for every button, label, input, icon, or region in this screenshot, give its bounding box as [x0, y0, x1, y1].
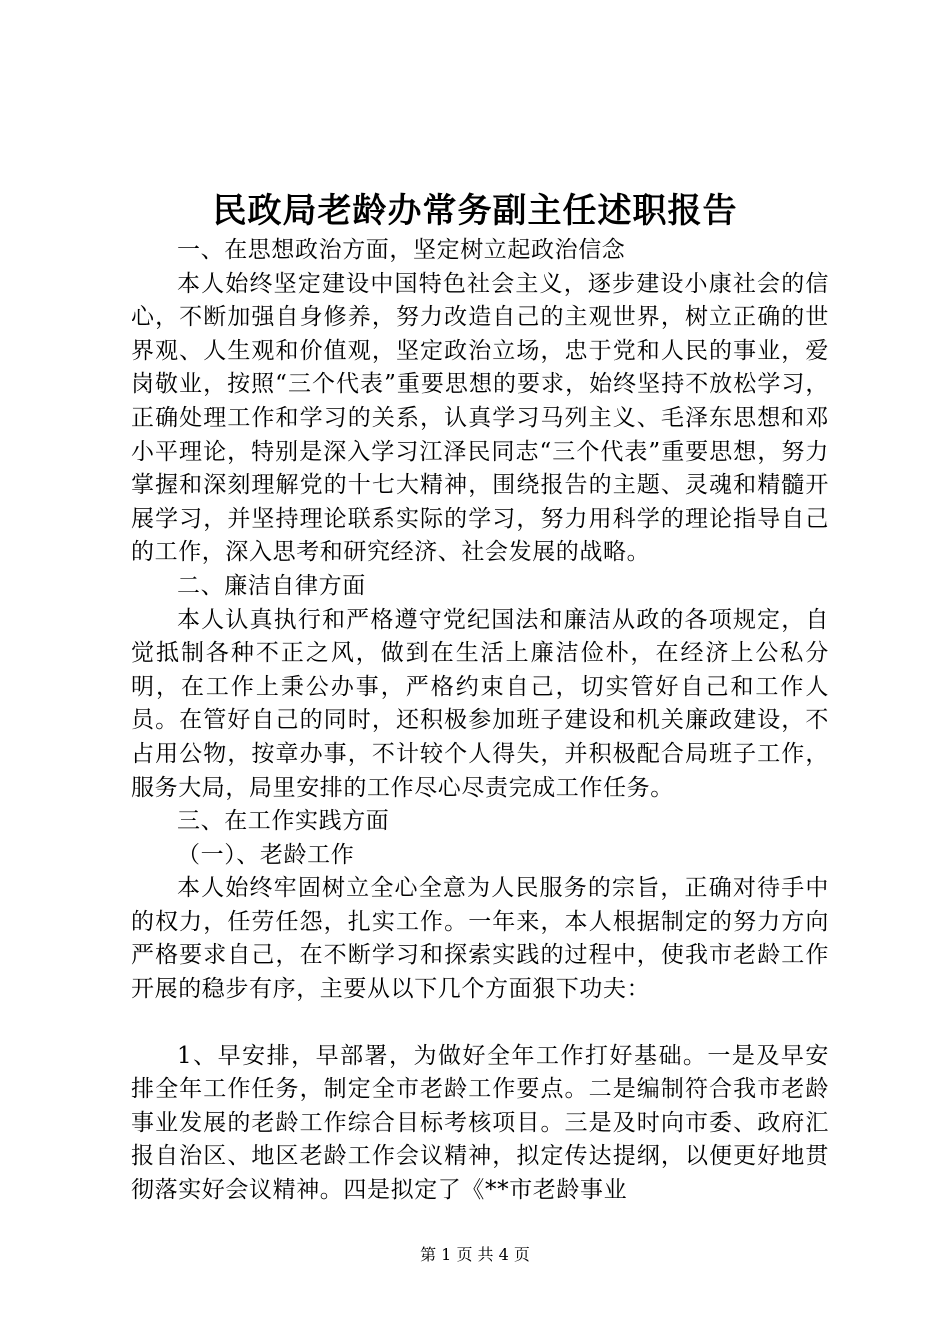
- section-heading-2: 二、廉洁自律方面: [177, 572, 366, 599]
- paragraph-4: 1、早安排，早部署，为做好全年工作打好基础。一是及早安排全年工作任务，制定全市老龄工作要点。二是编制符合我市老龄事业发展的老龄工作综合目标考核项目。三是及时向市委、政府汇报自治区、地区老龄工作会议精神，拟定传达提纲，以便更好地贯彻落实好会议精神。四是拟定了《**市老龄事业: [131, 1042, 829, 1204]
- paragraph-3: 本人始终牢固树立全心全意为人民服务的宗旨，正确对待手中的权力，任劳任怨，扎实工作。一年来，本人根据制定的努力方向严格要求自己，在不断学习和探索实践的过程中，使我市老龄工作开展的稳步有序，主要从以下几个方面狠下功夫：: [131, 875, 829, 1003]
- paragraph-2: 本人认真执行和严格遵守党纪国法和廉洁从政的各项规定，自觉抵制各种不正之风，做到在生活上廉洁俭朴，在经济上公私分明，在工作上秉公办事，严格约束自己，切实管好自己和工作人员。在管好自己的同时，还积极参加班子建设和机关廉政建设，不占用公物，按章办事，不计较个人得失，并积极配合局班子工作，服务大局，局里安排的工作尽心尽责完成工作任务。: [131, 606, 829, 801]
- document-body: [131, 234, 829, 1208]
- section-heading-1: 一、在思想政治方面，坚定树立起政治信念: [177, 237, 626, 263]
- subsection-heading-1: （一）、老龄工作: [177, 841, 355, 868]
- document-title: 民政局老龄办常务副主任述职报告: [212, 191, 738, 231]
- page-footer: 第 1 页 共 4 页: [420, 1245, 530, 1264]
- section-heading-3: 三、在工作实践方面: [177, 808, 390, 835]
- paragraph-1: 本人始终坚定建设中国特色社会主义，逐步建设小康社会的信心，不断加强自身修养，努力改造自己的主观世界，树立正确的世界观、人生观和价值观，坚定政治立场，忠于党和人民的事业，爱岗敬业，按照“三个代表”重要思想的要求，始终坚持不放松学习，正确处理工作和学习的关系，认真学习马列主义、毛泽东思想和邓小平理论，特别是深入学习江泽民同志“三个代表”重要思想，努力掌握和深刻理解党的十七大精神，围绕报告的主题、灵魂和精髓开展学习，并坚持理论联系实际的学习，努力用科学的理论指导自己的工作，深入思考和研究经济、社会发展的战略。: [131, 270, 829, 566]
